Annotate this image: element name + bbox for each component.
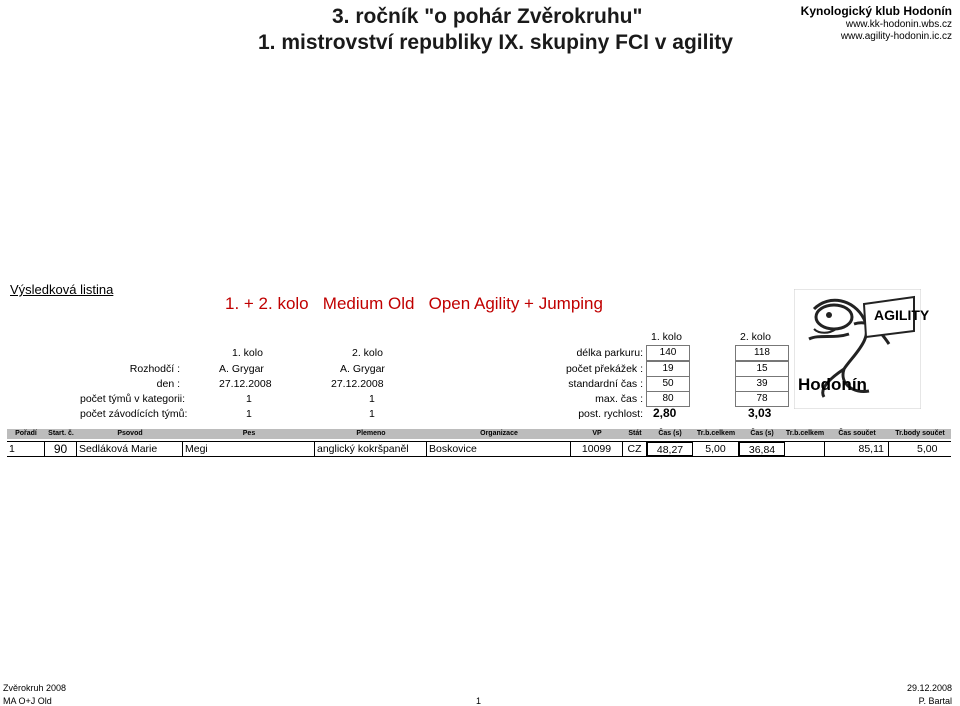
label-day: den : bbox=[156, 378, 180, 390]
info-right-col1: 1. kolo bbox=[651, 331, 682, 343]
logo-word-bottom: Hodonín bbox=[798, 375, 867, 394]
cell-start: 90 bbox=[45, 442, 77, 456]
col-penalty-2: Tr.b.celkem bbox=[785, 430, 825, 437]
max-time-2: 78 bbox=[735, 391, 789, 407]
col-time-1: Čas (s) bbox=[647, 429, 694, 439]
label-teams-competing: počet závodících týmů: bbox=[80, 408, 188, 420]
club-logo bbox=[794, 289, 930, 409]
results-table-header bbox=[7, 429, 951, 439]
club-name: Kynologický klub Hodonín bbox=[800, 4, 952, 18]
teams-category-1: 1 bbox=[246, 393, 252, 405]
label-speed: post. rychlost: bbox=[578, 408, 643, 420]
cell-dog: Megi bbox=[183, 442, 315, 456]
footer-page: 1 bbox=[476, 696, 482, 706]
col-vp: VP bbox=[571, 429, 624, 439]
col-start: Start. č. bbox=[45, 429, 78, 439]
competition-title: 1. + 2. kolo Medium Old Open Agility + Jumping bbox=[225, 294, 603, 313]
footer-author: P. Bartal bbox=[918, 696, 952, 706]
teams-category-2: 1 bbox=[369, 393, 375, 405]
speed-2: 3,03 bbox=[748, 406, 772, 420]
cell-organization: Boskovice bbox=[427, 442, 571, 456]
info-left-col2: 2. kolo bbox=[352, 347, 383, 359]
cell-rank: 1 bbox=[7, 442, 45, 456]
col-time-sum: Čas součet bbox=[825, 429, 890, 439]
label-max-time: max. čas : bbox=[595, 393, 643, 405]
results-label: Výsledková listina bbox=[10, 282, 114, 297]
cell-penalty-2 bbox=[785, 442, 825, 456]
col-time-2: Čas (s) bbox=[739, 429, 786, 439]
title-line-2: 1. mistrovství republiky IX. skupiny FCI v agility bbox=[258, 31, 733, 54]
cell-penalty-1: 5,00 bbox=[693, 442, 739, 456]
obstacles-1: 19 bbox=[646, 361, 690, 377]
obstacles-2: 15 bbox=[735, 361, 789, 377]
cell-handler: Sedláková Marie bbox=[77, 442, 183, 456]
cell-time-2: 36,84 bbox=[739, 442, 785, 456]
logo-word-top: AGILITY bbox=[874, 307, 930, 323]
info-right-col2: 2. kolo bbox=[740, 331, 771, 343]
label-teams-category: počet týmů v kategorii: bbox=[80, 393, 186, 405]
label-obstacles: počet překážek : bbox=[565, 363, 643, 375]
label-judge: Rozhodčí : bbox=[129, 363, 180, 375]
footer-category: MA O+J Old bbox=[3, 696, 52, 706]
cell-breed: anglický kokršpaněl bbox=[315, 442, 427, 456]
course-length-2: 118 bbox=[735, 345, 789, 361]
judge-1: A. Grygar bbox=[219, 363, 264, 375]
speed-1: 2,80 bbox=[653, 406, 677, 420]
col-rank: Pořadí bbox=[7, 429, 46, 439]
col-penalty-sum: Tr.body součet bbox=[889, 429, 952, 439]
day-2: 27.12.2008 bbox=[331, 378, 384, 390]
cell-penalty-sum: 5,00 bbox=[917, 443, 938, 455]
cell-time-sum: 85,11 bbox=[825, 442, 889, 456]
course-length-1: 140 bbox=[646, 345, 690, 361]
col-country: Stát bbox=[623, 429, 648, 439]
teams-competing-1: 1 bbox=[246, 408, 252, 420]
standard-time-2: 39 bbox=[735, 376, 789, 392]
club-web-1[interactable]: www.kk-hodonin.wbs.cz bbox=[845, 19, 952, 30]
col-breed: Plemeno bbox=[315, 429, 428, 439]
col-handler: Psovod bbox=[77, 429, 184, 439]
teams-competing-2: 1 bbox=[369, 408, 375, 420]
table-row bbox=[7, 441, 951, 457]
col-organization: Organizace bbox=[427, 429, 572, 439]
standard-time-1: 50 bbox=[646, 376, 690, 392]
col-dog: Pes bbox=[183, 429, 316, 439]
cell-vp: 10099 bbox=[571, 442, 623, 456]
judge-2: A. Grygar bbox=[340, 363, 385, 375]
info-left-col1: 1. kolo bbox=[232, 347, 263, 359]
footer-event: Zvěrokruh 2008 bbox=[3, 683, 67, 693]
club-web-2[interactable]: www.agility-hodonin.ic.cz bbox=[840, 31, 952, 42]
cell-country: CZ bbox=[623, 442, 647, 456]
day-1: 27.12.2008 bbox=[219, 378, 272, 390]
col-penalty-1: Tr.b.celkem bbox=[693, 429, 740, 439]
cell-time-1: 48,27 bbox=[647, 442, 693, 456]
title-line-1: 3. ročník "o pohár Zvěrokruhu" bbox=[332, 5, 643, 28]
footer-date: 29.12.2008 bbox=[906, 683, 952, 693]
max-time-1: 80 bbox=[646, 391, 690, 407]
label-course-length: délka parkuru: bbox=[576, 347, 643, 359]
label-standard-time: standardní čas : bbox=[568, 378, 643, 390]
